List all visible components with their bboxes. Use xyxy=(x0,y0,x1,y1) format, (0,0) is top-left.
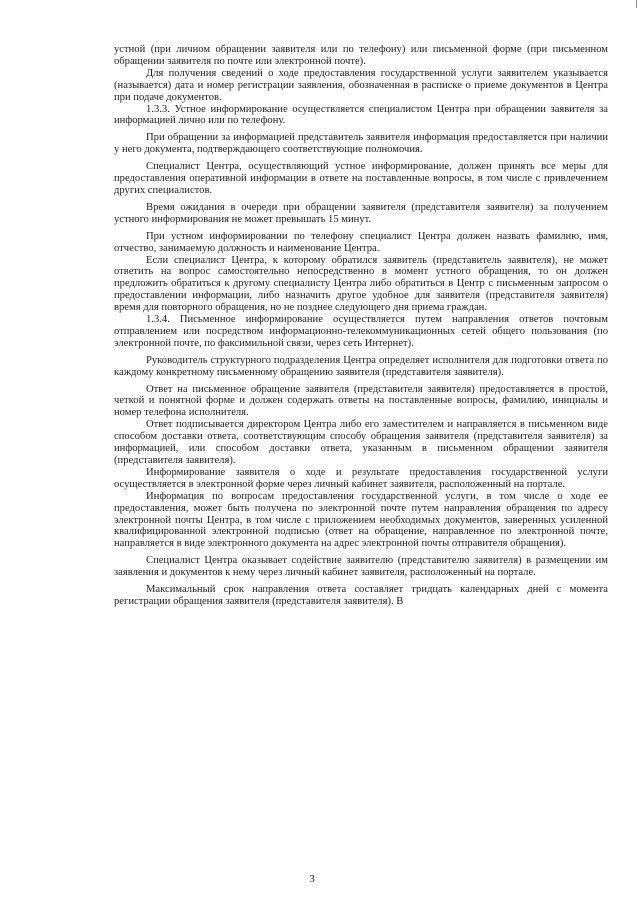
paragraph-1: устной (при личном обращении заявителя или по телефону) или письменной форме (при письменном обращении заявителя по почте или электронной почте). xyxy=(114,44,608,67)
body-text xyxy=(114,44,608,608)
paragraph-9: 1.3.4. Письменное информирование осуществляется путем направления ответов почтовым отправлением или посредством информационно-телекоммуникационных сетей общего пользования (по электронной почте, по факсимильной связи, через сеть Интернет). xyxy=(114,314,608,349)
paragraph-5: Специалист Центра, осуществляющий устное информирование, должен принять все меры для предоставления оперативной информации в ответе на поставленные вопросы, в том числе с привлечением других специалистов. xyxy=(114,161,608,196)
page-number: 3 xyxy=(309,873,315,885)
paragraph-7: При устном информировании по телефону специалист Центра должен назвать фамилию, имя, отчество, занимаемую должность и наименование Центра. xyxy=(114,230,608,254)
paragraph-2: Для получения сведений о ходе предоставления государственной услуги заявителем указывается (называется) дата и номер регистрации заявления, обозначенная в расписке о приеме документов в Центра при подаче документов. xyxy=(114,67,608,103)
paragraph-16: Максимальный срок направления ответа составляет тридцать календарных дней с момента регистрации обращения заявителя (представителя заявителя). В xyxy=(114,584,608,607)
paragraph-3: 1.3.3. Устное информирование осуществляется специалистом Центра при обращении заявителя за информацией лично или по телефону. xyxy=(114,103,608,127)
paragraph-14: Информация по вопросам предоставления государственной услуги, в том числе о ходе ее предоставления, может быть получена по электронной почте путем направления обращения по адресу электронной почты Центра, в том числе с приложением необходимых документов, заверенных усиленной квалифицированной электронной подписью (ответ на обращение, направленное по электронной почте, направляется в виде электронного документа на адрес электронной почты отправителя обращения). xyxy=(114,490,608,550)
paragraph-4: При обращении за информацией представитель заявителя информация предоставляется при наличии у него документа, подтверждающего соответствующие полномочия. xyxy=(114,132,608,156)
paragraph-6: Время ожидания в очереди при обращении заявителя (представителя заявителя) за получением устного информирования не может превышать 15 минут. xyxy=(114,201,608,225)
paragraph-12: Ответ подписывается директором Центра либо его заместителем и направляется в письменном виде способом доставки ответа, соответствующим способу обращения заявителя (представителя заявителя) за информацией, или способом доставки ответа, указанным в письменном обращении заявителя (представителя заявителя). xyxy=(114,419,608,466)
paragraph-15: Специалист Центра оказывает содействие заявителю (представителю заявителя) в размещении им заявления и документов к нему через личный кабинет заявителя, расположенный на портале. xyxy=(114,555,608,579)
paragraph-13: Информирование заявителя о ходе и результате предоставления государственной услуги осуществляется в электронной форме через личный кабинет заявителя, расположенный на портале. xyxy=(114,466,608,490)
paragraph-11: Ответ на письменное обращение заявителя (представителя заявителя) предоставляется в простой, четкой и понятной форме и должен содержать ответы на поставленные вопросы, фамилию, инициалы и номер телефона исполнителя. xyxy=(114,383,608,419)
scan-edge-mark xyxy=(636,0,637,8)
paragraph-10: Руководитель структурного подразделения Центра определяет исполнителя для подготовки ответа по каждому конкретному письменному обращению заявителя (представителя заявителя). xyxy=(114,354,608,378)
paragraph-8: Если специалист Центра, к которому обратился заявитель (представитель заявителя), не может ответить на вопрос самостоятельно непосредственно в момент устного обращения, то он должен предложить обратиться к другому специалисту Центра либо обратиться в Центр с письменным запросом о предоставлении информации, либо назначить другое удобное для заявителя (представителя заявителя) время для повторного обращения, но не позднее следующего дня приема граждан. xyxy=(114,254,608,314)
